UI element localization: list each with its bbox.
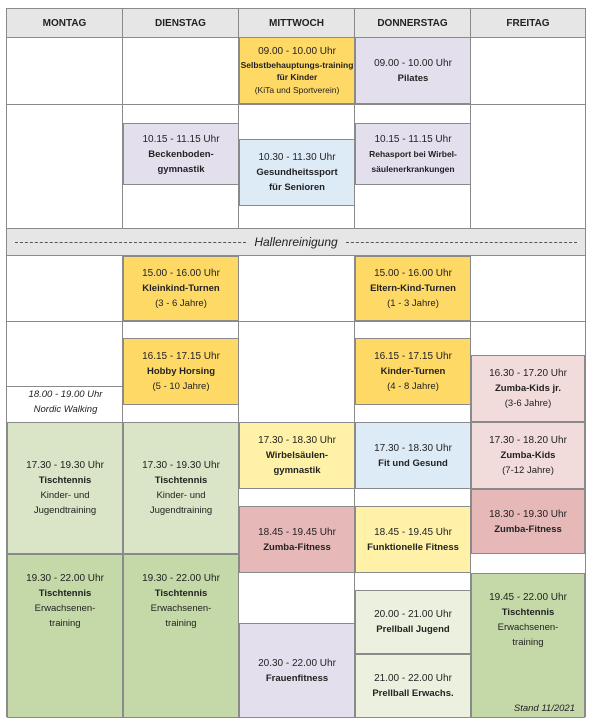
event-zumba-kids-jr: [471, 355, 585, 422]
event-title: Prellball Jugend: [376, 624, 450, 635]
event-hobby-horsing: [123, 338, 239, 405]
event-time: 20.30 - 22.00 Uhr: [258, 657, 336, 669]
band-dash-right: [346, 242, 577, 243]
event-title: Nordic Walking: [33, 404, 98, 415]
event-title: Funktionelle Fitness: [367, 541, 459, 553]
event-time: 10.15 - 11.15 Uhr: [374, 133, 452, 145]
event-nordic-walking: [7, 386, 124, 420]
event-title: Pilates: [397, 72, 429, 84]
band-dash-left: [15, 242, 246, 243]
event-sub: (7-12 Jahre): [502, 465, 554, 476]
event-time: 15.00 - 16.00 Uhr: [374, 268, 452, 279]
event-kleinkind-turnen: [123, 256, 239, 321]
event-sub: (4 - 8 Jahre): [387, 381, 439, 392]
event-time: 10.15 - 11.15 Uhr: [142, 133, 220, 145]
event-time: 18.30 - 19.30 Uhr: [489, 508, 567, 520]
event-sub: Erwachsenen-training: [34, 603, 96, 629]
event-title: Zumba-Fitness: [494, 523, 562, 535]
day-header-dienstag: DIENSTAG: [123, 9, 239, 37]
row-line: [7, 321, 585, 322]
cleaning-band: [7, 228, 585, 256]
event-title: Zumba-Kids jr.: [495, 383, 561, 394]
event-prellball-jugend: [355, 590, 471, 654]
event-title: Frauenfitness: [265, 672, 329, 684]
event-funktionelle-fitness: [355, 506, 471, 573]
day-header-freitag: FREITAG: [471, 9, 585, 37]
event-time: 09.00 - 10.00 Uhr: [258, 45, 336, 57]
event-sub: Erwachsenen-training: [497, 622, 559, 648]
event-title: Beckenboden-gymnastik: [148, 148, 214, 175]
event-time: 17.30 - 19.30 Uhr: [142, 460, 220, 471]
event-time: 17.30 - 18.30 Uhr: [258, 435, 336, 446]
event-frauenfitness: [239, 623, 355, 718]
event-time: 20.00 - 21.00 Uhr: [374, 609, 452, 620]
event-time: 17.30 - 18.20 Uhr: [489, 435, 567, 446]
event-title: Hobby Horsing: [146, 366, 216, 377]
event-title: Tischtennis: [154, 588, 208, 599]
event-rehasport: [355, 123, 471, 185]
event-tischtennis-erwachsene-dienstag: [123, 554, 239, 718]
event-time: 19.30 - 22.00 Uhr: [142, 573, 220, 584]
event-time: 09.00 - 10.00 Uhr: [374, 57, 452, 69]
event-time: 15.00 - 16.00 Uhr: [142, 268, 220, 279]
event-sub: Kinder- und Jugendtraining: [33, 490, 97, 516]
event-title: Tischtennis: [38, 475, 92, 486]
event-time: 10.30 - 11.30 Uhr: [258, 152, 336, 163]
event-zumba-fitness-mittwoch: [239, 506, 355, 573]
event-title: Wirbelsäulen-gymnastik: [265, 450, 329, 476]
stand-note: Stand 11/2021: [513, 703, 575, 714]
event-title: Selbstbehauptungs-training für Kinder: [240, 59, 354, 82]
event-tischtennis-erwachsene-freitag: [471, 573, 585, 718]
schedule-grid: [6, 8, 586, 717]
event-title: Rehasport bei Wirbel-säulenerkrankungen: [369, 148, 457, 174]
event-beckenboden: [123, 123, 239, 185]
event-title: Fit und Gesund: [378, 457, 448, 469]
day-header-montag: MONTAG: [7, 9, 123, 37]
event-time: 18.45 - 19.45 Uhr: [374, 526, 452, 538]
event-pilates: [355, 37, 471, 104]
event-sub: Erwachsenen-training: [150, 603, 212, 629]
row-line: [7, 104, 585, 105]
event-time: 17.30 - 18.30 Uhr: [374, 442, 452, 454]
event-gesundheitssport: [239, 139, 355, 206]
event-title: Zumba-Kids: [500, 450, 556, 461]
event-title: Kinder-Turnen: [380, 366, 446, 377]
event-sub: (3-6 Jahre): [504, 398, 552, 409]
event-zumba-kids: [471, 422, 585, 489]
event-tischtennis-jugend-dienstag: [123, 422, 239, 554]
event-sub: (3 - 6 Jahre): [155, 298, 207, 309]
event-title: Tischtennis: [154, 475, 208, 486]
event-time: 17.30 - 19.30 Uhr: [26, 460, 104, 471]
event-title: Tischtennis: [38, 588, 92, 599]
event-title: Gesundheitssport für Senioren: [256, 167, 338, 193]
event-fit-und-gesund: [355, 422, 471, 489]
event-title: Eltern-Kind-Turnen: [370, 283, 456, 294]
event-prellball-erwachsene: [355, 654, 471, 718]
event-time: 19.30 - 22.00 Uhr: [26, 573, 104, 584]
event-time: 18.45 - 19.45 Uhr: [258, 526, 336, 538]
event-eltern-kind-turnen: [355, 256, 471, 321]
event-title: Zumba-Fitness: [263, 541, 331, 553]
event-time: 16.15 - 17.15 Uhr: [142, 351, 220, 362]
event-tischtennis-jugend-montag: [7, 422, 123, 554]
event-sub: (5 - 10 Jahre): [152, 381, 210, 392]
event-title: Tischtennis: [501, 607, 555, 618]
band-label: Hallenreinigung: [254, 235, 338, 249]
event-time: 16.30 - 17.20 Uhr: [489, 368, 567, 379]
event-sub: Kinder- und Jugendtraining: [149, 490, 213, 516]
event-selbstbehauptung: [239, 37, 355, 104]
event-time: 16.15 - 17.15 Uhr: [374, 351, 452, 362]
day-header-mittwoch: MITTWOCH: [239, 9, 355, 37]
event-tischtennis-erwachsene-montag: [7, 554, 123, 718]
event-wirbelsaeulengymnastik: [239, 422, 355, 489]
event-zumba-fitness-freitag: [471, 489, 585, 554]
event-title: Prellball Erwachs.: [372, 688, 454, 699]
event-title: Kleinkind-Turnen: [142, 283, 220, 294]
event-sub: (1 - 3 Jahre): [387, 298, 439, 309]
event-sub: (KiTa und Sportverein): [254, 84, 340, 95]
day-header-donnerstag: DONNERSTAG: [355, 9, 471, 37]
event-kinder-turnen: [355, 338, 471, 405]
event-time: 19.45 - 22.00 Uhr: [489, 592, 567, 603]
event-time: 18.00 - 19.00 Uhr: [28, 389, 103, 400]
event-time: 21.00 - 22.00 Uhr: [374, 673, 452, 684]
